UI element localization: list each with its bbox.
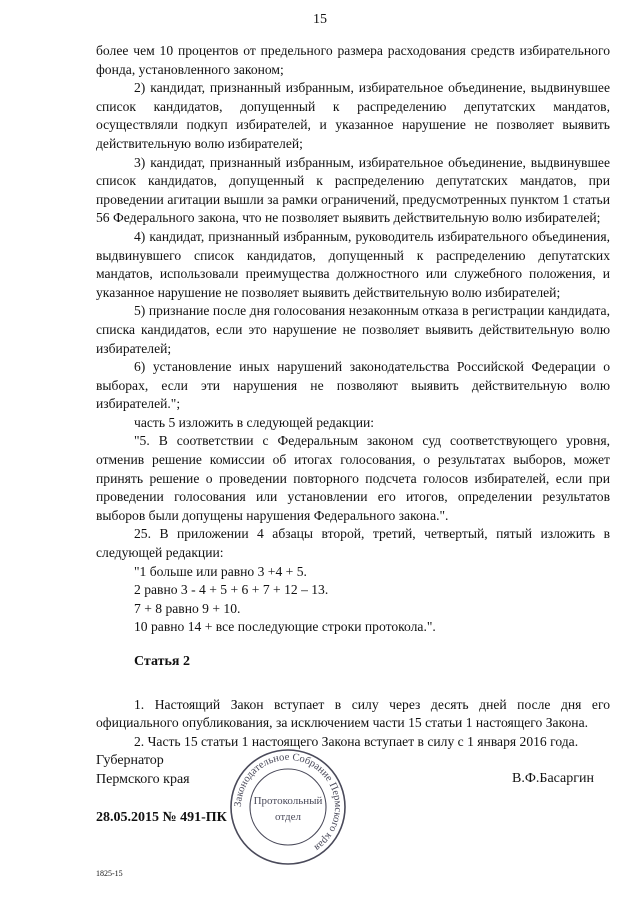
formula-line: 2 равно 3 - 4 + 5 + 6 + 7 + 12 – 13. [134,582,329,598]
stamp-outer-ring [231,750,345,864]
paragraph: "5. В соответствии с Федеральным законом суд соответствующего уровня, отменив решение комиссии об итогах голосования, о результатах выборов, может принять решение о проведении повторного подсчета голосов избирателей, если при проведении голосования или установлении его итогов, определении результатов выборов были допущены нарушения Федерального закона.". [96,433,610,523]
paragraph: 4) кандидат, признанный избранным, руководитель избирательного объединения, выдвинувшего список кандидатов, допущенный к распределению депутатских мандатов, использовали преимущества должностного или служебного положения, и указанное нарушение не позволяет выявить действительную волю избирателей; [96,228,610,300]
stamp-ring-text: Законодательное Собрание Пермского края [232,751,344,853]
formula-line: 7 + 8 равно 9 + 10. [134,600,241,616]
signature-name: В.Ф.Басаргин [512,771,594,786]
paragraph: 25. В приложении 4 абзацы второй, третий, четвертый, пятый изложить в следующей редакции: [96,526,610,561]
article-heading: Статья 2 [134,654,190,669]
stamp-inner-ring [250,769,326,845]
signature-position-line: Пермского края [96,771,190,787]
signature-position-line: Губернатор [96,753,164,768]
paragraph: 5) признание после дня голосования незаконным отказа в регистрации кандидата, списка кандидатов, если это нарушение не позволяет выявить действительную волю избирателей; [96,303,610,356]
paragraph: более чем 10 процентов от предельного размера расходования средств избирательного фонда, установленного законом; [96,43,610,77]
article-paragraph: 1. Настоящий Закон вступает в силу через десять дней после дня его официального опубликования, за исключением части 15 статьи 1 настоящего Закона. [96,696,610,731]
signature-position [96,752,190,789]
paragraph: 6) установление иных нарушений законодательства Российской Федерации о выборах, если эти нарушения не позволяют выявить действительную волю избирателей."; [96,359,610,412]
paragraph: 3) кандидат, признанный избранным, избирательное объединение, выдвинувшее список кандидатов, допущенный к распределению депутатских мандатов, при проведении агитации вышли за рамки ограничений, предусмотренных пунктом 1 статьи 56 Федерального закона, что не позволяет выявить действительную волю избирателей; [96,154,610,226]
page-number: 15 [313,12,327,27]
stamp-center-line: Протокольный [253,795,323,807]
paragraph: 2) кандидат, признанный избранным, избирательное объединение, выдвинувшее список кандидатов, допущенный к распределению депутатских мандатов, осуществляли подкуп избирателей, и указанное нарушение не позволяет выявить действительную волю избирателей; [96,80,610,151]
stamp-center-line: отдел [275,811,301,823]
formula-line: "1 больше или равно 3 +4 + 5. [134,563,307,579]
office-stamp [228,742,348,872]
document-code: 1825-15 [96,869,123,878]
date-and-number: 28.05.2015 № 491-ПК [96,810,227,825]
article-paragraph: 2. Часть 15 статьи 1 настоящего Закона вступает в силу с 1 января 2016 года. [134,733,579,749]
paragraph: часть 5 изложить в следующей редакции: [134,414,375,430]
document-body [96,42,610,751]
formula-line: 10 равно 14 + все последующие строки протокола.". [134,619,436,635]
